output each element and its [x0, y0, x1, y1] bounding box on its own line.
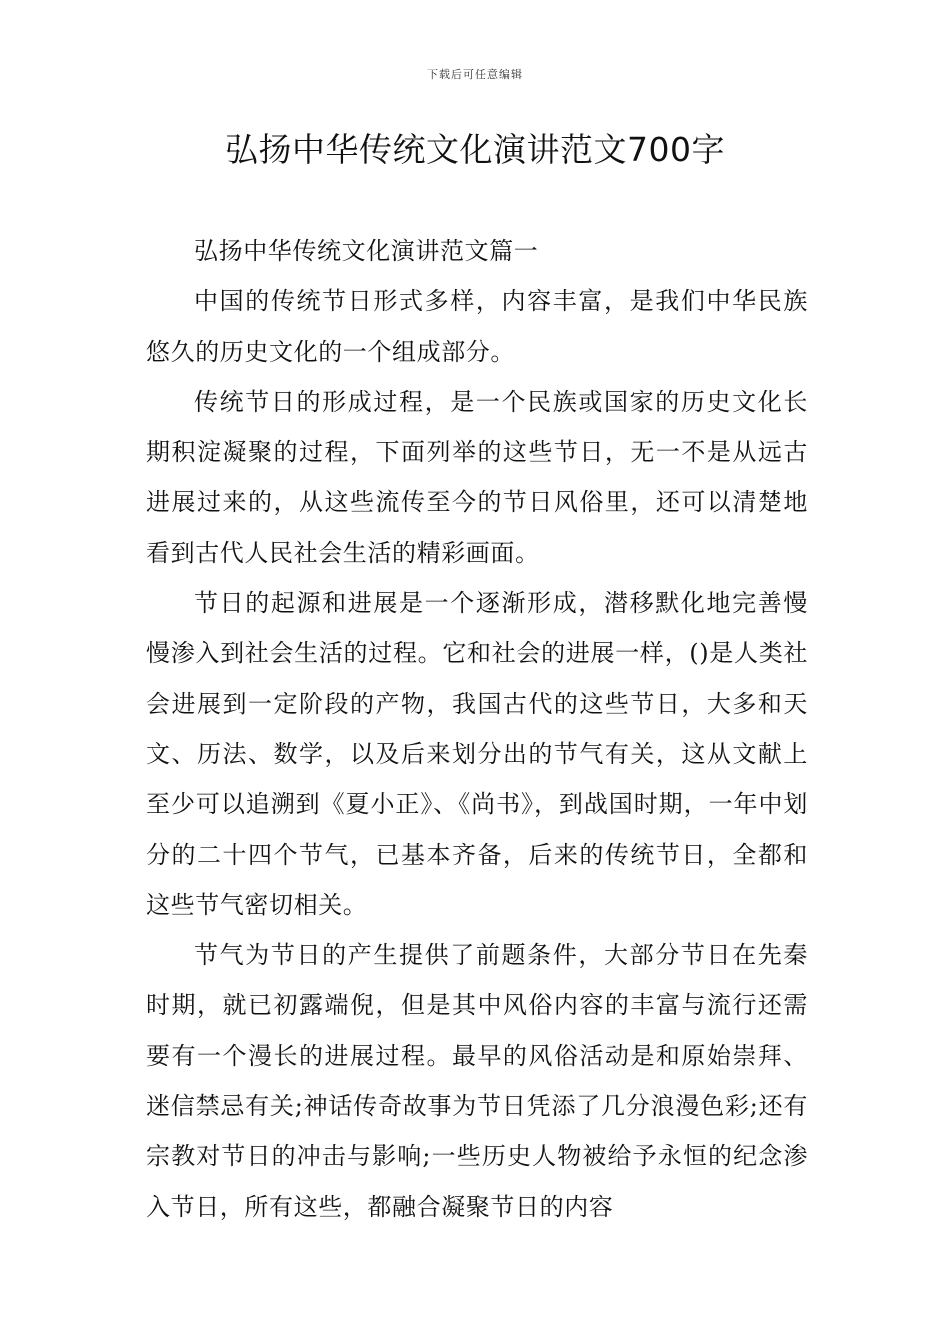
page-header-note: 下载后可任意编辑	[427, 68, 523, 81]
document-body	[146, 226, 808, 1232]
paragraph: 节日的起源和进展是一个逐渐形成，潜移默化地完善慢慢渗入到社会生活的过程。它和社会的进展一样，()是人类社会进展到一定阶段的产物，我国古代的这些节日，大多和天文、历法、数学，以及后来划分出的节气有关，这从文献上至少可以追溯到《夏小正》、《尚书》，到战国时期，一年中划分的二十四个节气，已基本齐备，后来的传统节日，全都和这些节气密切相关。	[146, 589, 808, 919]
paragraph: 中国的传统节日形式多样，内容丰富，是我们中华民族悠久的历史文化的一个组成部分。	[146, 287, 808, 366]
document-title: 弘扬中华传统文化演讲范文700字	[225, 130, 725, 169]
paragraph: 传统节日的形成过程，是一个民族或国家的历史文化长期积淀凝聚的过程，下面列举的这些节日，无一不是从远古进展过来的，从这些流传至今的节日风俗里，还可以清楚地看到古代人民社会生活的精彩画面。	[146, 387, 808, 567]
paragraph-subtitle: 弘扬中华传统文化演讲范文篇一	[194, 237, 539, 265]
paragraph: 节气为节日的产生提供了前题条件，大部分节日在先秦时期，就已初露端倪，但是其中风俗内容的丰富与流行还需要有一个漫长的进展过程。最早的风俗活动是和原始崇拜、迷信禁忌有关;神话传奇故事为节日凭添了几分浪漫色彩;还有宗教对节日的冲击与影响;一些历史人物被给予永恒的纪念渗入节日，所有这些，都融合凝聚节日的内容	[146, 941, 808, 1221]
